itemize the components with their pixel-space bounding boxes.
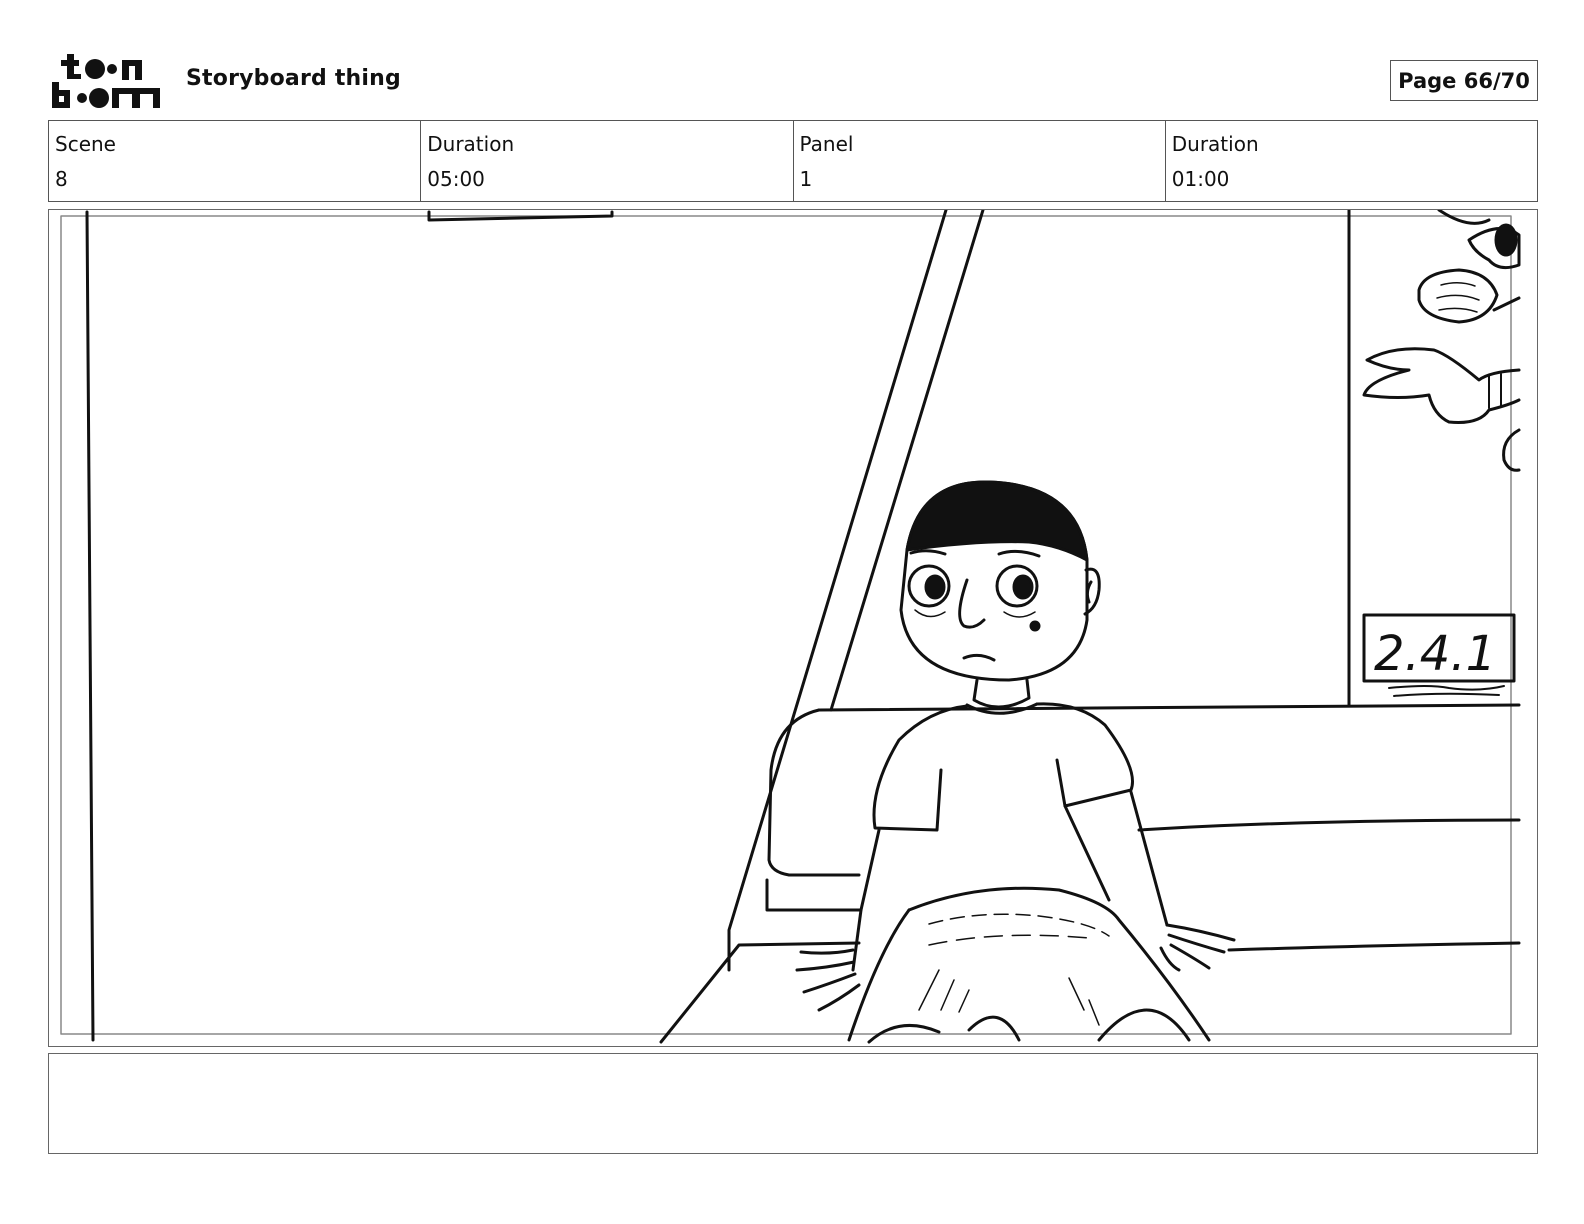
scene-duration-value: 05:00 (427, 167, 485, 191)
scene-duration-label: Duration (427, 132, 515, 156)
panel-duration-value: 01:00 (1171, 167, 1230, 191)
panel-duration-label: Duration (1171, 132, 1259, 156)
panel-cell (794, 121, 1166, 201)
logo-graphic (50, 50, 165, 112)
panel-duration-cell (1166, 121, 1537, 201)
wall-sign-text: 2.4.1 (1374, 626, 1497, 682)
storyboard-panel-image (48, 209, 1538, 1047)
scene-cell (49, 121, 421, 201)
panel-notes-box[interactable] (48, 1053, 1538, 1154)
toon-boom-logo (50, 50, 165, 112)
storyboard-title: Storyboard thing (186, 66, 401, 91)
panel-info-table (48, 120, 1538, 202)
page-indicator: Page 66/70 (1390, 60, 1538, 101)
panel-sketch (49, 210, 1536, 1045)
scene-value: 8 (55, 167, 68, 191)
scene-duration-cell (421, 121, 793, 201)
panel-value: 1 (799, 167, 813, 191)
panel-label: Panel (799, 132, 854, 156)
scene-label: Scene (55, 132, 116, 156)
